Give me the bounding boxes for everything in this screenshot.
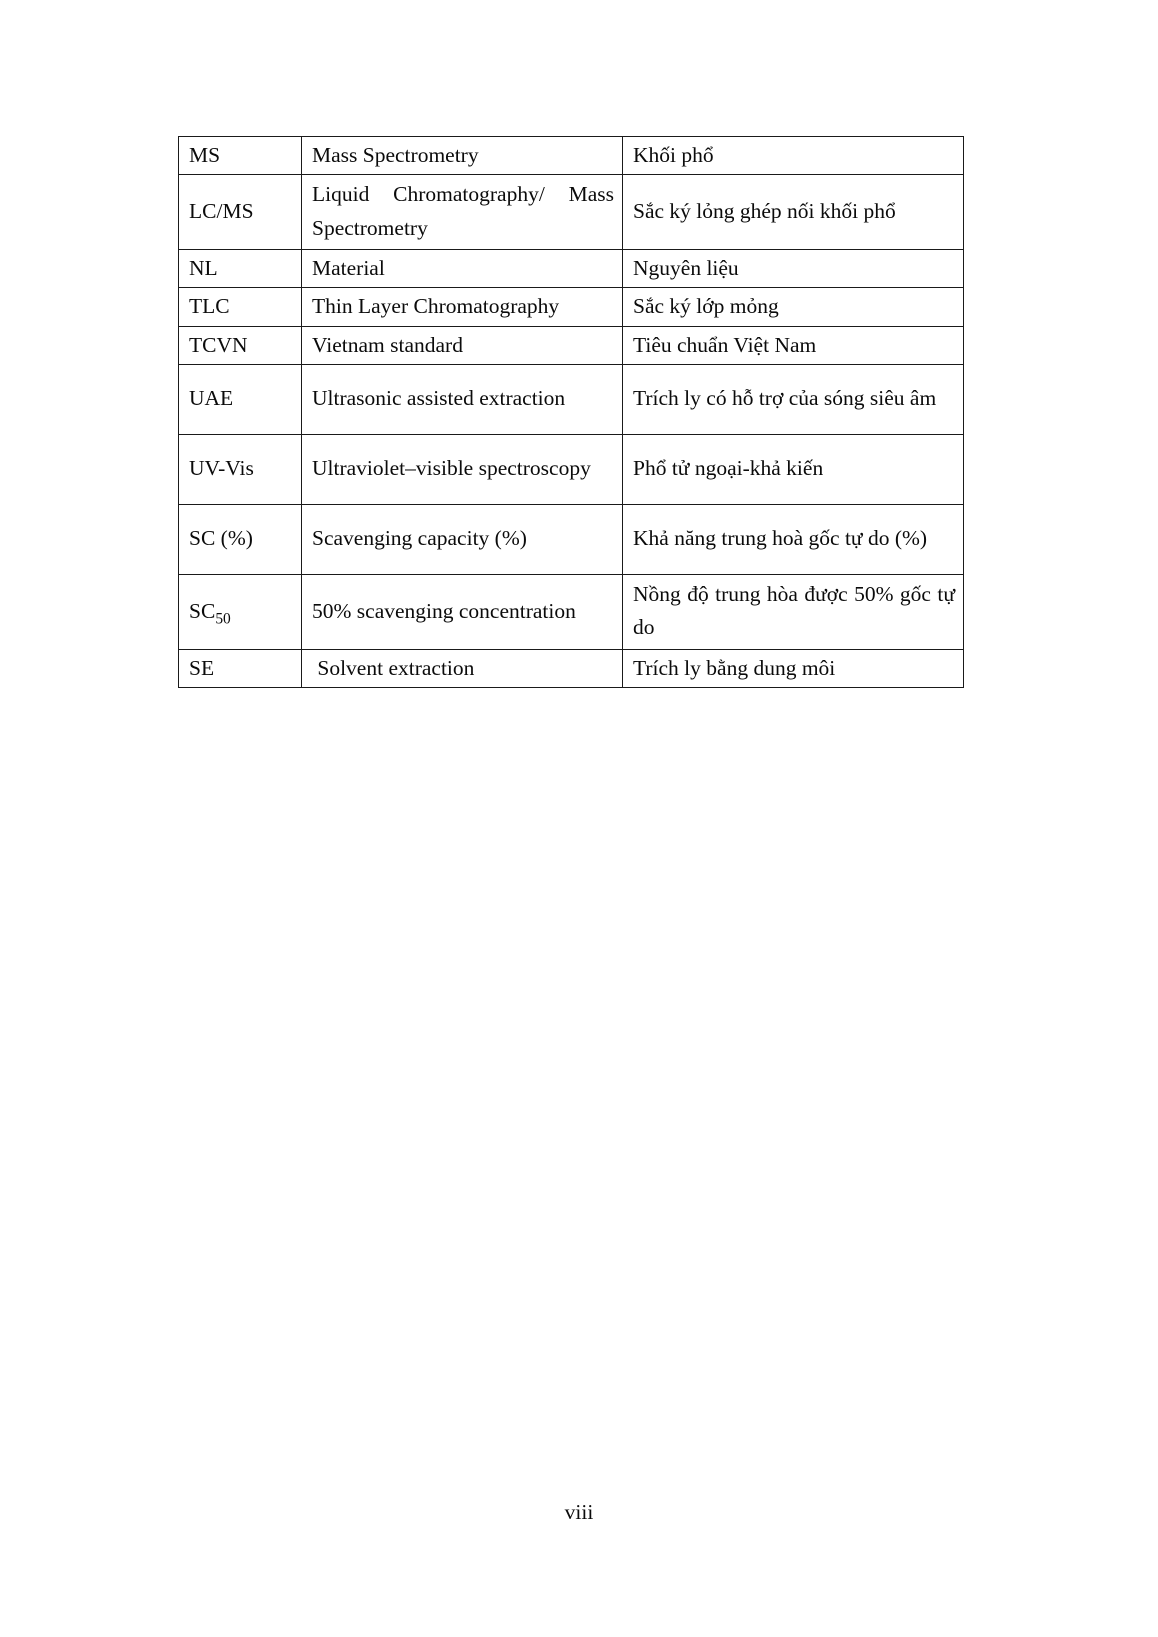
vietnamese-term-cell: Phổ tử ngoại-khả kiến [623,434,964,504]
abbreviation-cell: LC/MS [179,175,302,250]
table-row [179,288,964,326]
table-row [179,326,964,364]
english-term-text: 50% scavenging concentration [312,598,576,623]
table-row [179,137,964,175]
english-term-cell: Ultraviolet–visible spectroscopy [302,434,623,504]
english-term-cell: Scavenging capacity (%) [302,504,623,574]
vietnamese-term-cell: Nguyên liệu [623,249,964,287]
vietnamese-term-cell: Khối phổ [623,137,964,175]
table-row [179,434,964,504]
abbreviation-cell: MS [179,137,302,175]
vietnamese-term-text: Khả năng trung hoà gốc tự do (%) [633,526,928,551]
abbreviation-cell: SE [179,649,302,687]
vietnamese-term-text: Nồng độ trung hòa được 50% gốc tự do [633,581,955,640]
english-term-cell [302,574,623,649]
table-row [179,504,964,574]
table-row [179,574,964,649]
english-term-cell: Thin Layer Chromatography [302,288,623,326]
english-term-cell: Ultrasonic assisted extraction [302,364,623,434]
english-term-cell: Vietnam standard [302,326,623,364]
page-number: viii [564,1500,594,1524]
vietnamese-term-cell [623,364,964,434]
abbreviation-cell: UV-Vis [179,434,302,504]
abbreviation-cell: NL [179,249,302,287]
table-row [179,649,964,687]
table-row [179,175,964,250]
vietnamese-term-text: Trích ly có hỗ trợ của sóng siêu âm [633,386,937,411]
english-term-cell: Mass Spectrometry [302,137,623,175]
vietnamese-term-cell [623,504,964,574]
abbreviations-table [178,136,964,688]
abbreviation-cell [179,574,302,649]
vietnamese-term-cell: Tiêu chuẩn Việt Nam [623,326,964,364]
english-term-text: Liquid Chromatography/ Mass Spectrometry [312,182,614,240]
abbreviation-cell: UAE [179,364,302,434]
vietnamese-term-cell: Trích ly bằng dung môi [623,649,964,687]
abbreviation-subscript-text: 50 [215,609,231,627]
english-term-cell: Material [302,249,623,287]
table-body [179,137,964,688]
vietnamese-term-cell [623,574,964,649]
vietnamese-term-cell: Sắc ký lớp mỏng [623,288,964,326]
english-term-cell [302,175,623,250]
abbreviation-cell: TLC [179,288,302,326]
english-term-cell: Solvent extraction [302,649,623,687]
abbreviation-cell: TCVN [179,326,302,364]
abbreviation-cell: SC (%) [179,504,302,574]
table-row [179,364,964,434]
vietnamese-term-cell: Sắc ký lỏng ghép nối khối phổ [623,175,964,250]
abbreviation-base-text: SC [189,598,216,623]
table-row [179,249,964,287]
